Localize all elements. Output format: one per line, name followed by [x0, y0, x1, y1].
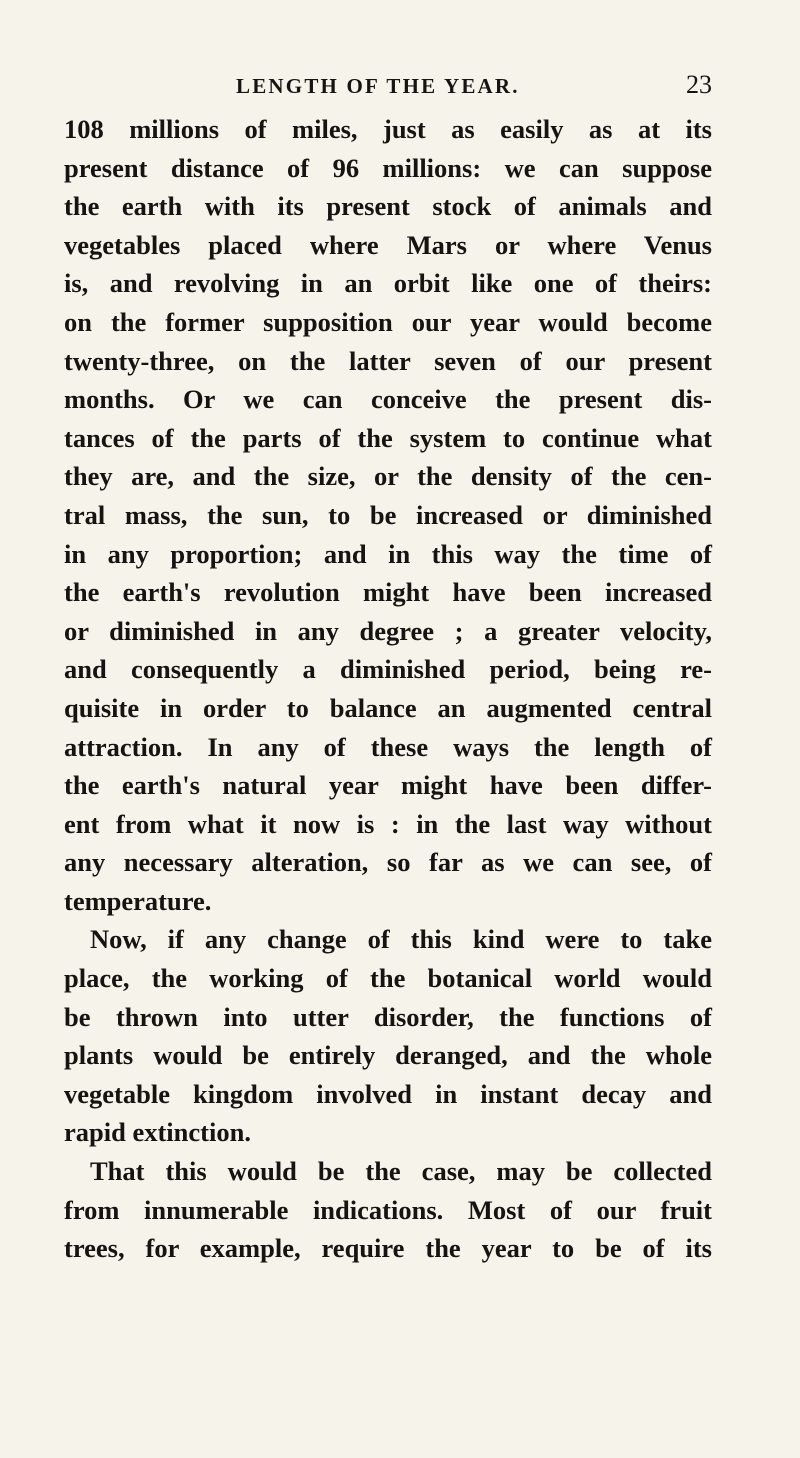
text-line: the earth with its present stock of animals and — [64, 191, 712, 222]
text-line: attraction. In any of these ways the length of — [64, 731, 712, 762]
text-line: tances of the parts of the system to continue what — [64, 422, 712, 453]
text-line: and consequently a diminished period, being re- — [64, 654, 712, 685]
running-title: LENGTH OF THE YEAR. — [236, 74, 520, 98]
text-line: vegetables placed where Mars or where Venus — [64, 229, 712, 260]
text-line: the earth's natural year might have been differ- — [64, 770, 712, 801]
text-line: vegetable kingdom involved in instant decay and — [64, 1078, 712, 1109]
text-line: in any proportion; and in this way the time of — [64, 538, 712, 569]
text-line: the earth's revolution might have been increased — [64, 577, 712, 608]
text-line: is, and revolving in an orbit like one of theirs: — [64, 268, 712, 299]
text-line: Now, if any change of this kind were to take — [90, 924, 712, 955]
text-line: quisite in order to balance an augmented central — [64, 692, 712, 723]
text-line: place, the working of the botanical world would — [64, 963, 712, 994]
text-line: present distance of 96 millions: we can suppose — [64, 152, 712, 183]
running-head — [64, 70, 712, 106]
page-number: 23 — [686, 70, 712, 99]
text-line: months. Or we can conceive the present dis- — [64, 384, 712, 415]
text-line: temperature. — [64, 885, 212, 916]
text-line: any necessary alteration, so far as we can see, of — [64, 847, 712, 878]
text-line: on the former supposition our year would become — [64, 306, 712, 337]
text-line: 108 millions of miles, just as easily as at its — [64, 114, 712, 144]
text-line: That this would be the case, may be collected — [90, 1156, 712, 1187]
text-line: from innumerable indications. Most of our fruit — [64, 1194, 712, 1225]
body-text — [64, 110, 712, 1268]
text-line: twenty-three, on the latter seven of our present — [64, 345, 712, 376]
text-line: tral mass, the sun, to be increased or diminished — [64, 499, 712, 530]
text-line: ent from what it now is : in the last way without — [64, 808, 712, 839]
text-line: trees, for example, require the year to be of its — [64, 1233, 712, 1264]
text-line: be thrown into utter disorder, the functions of — [64, 1001, 712, 1032]
text-line: they are, and the size, or the density of the cen- — [64, 461, 712, 492]
text-line: rapid extinction. — [64, 1117, 251, 1148]
text-line: plants would be entirely deranged, and the whole — [64, 1040, 712, 1071]
text-line: or diminished in any degree ; a greater velocity, — [64, 615, 712, 646]
